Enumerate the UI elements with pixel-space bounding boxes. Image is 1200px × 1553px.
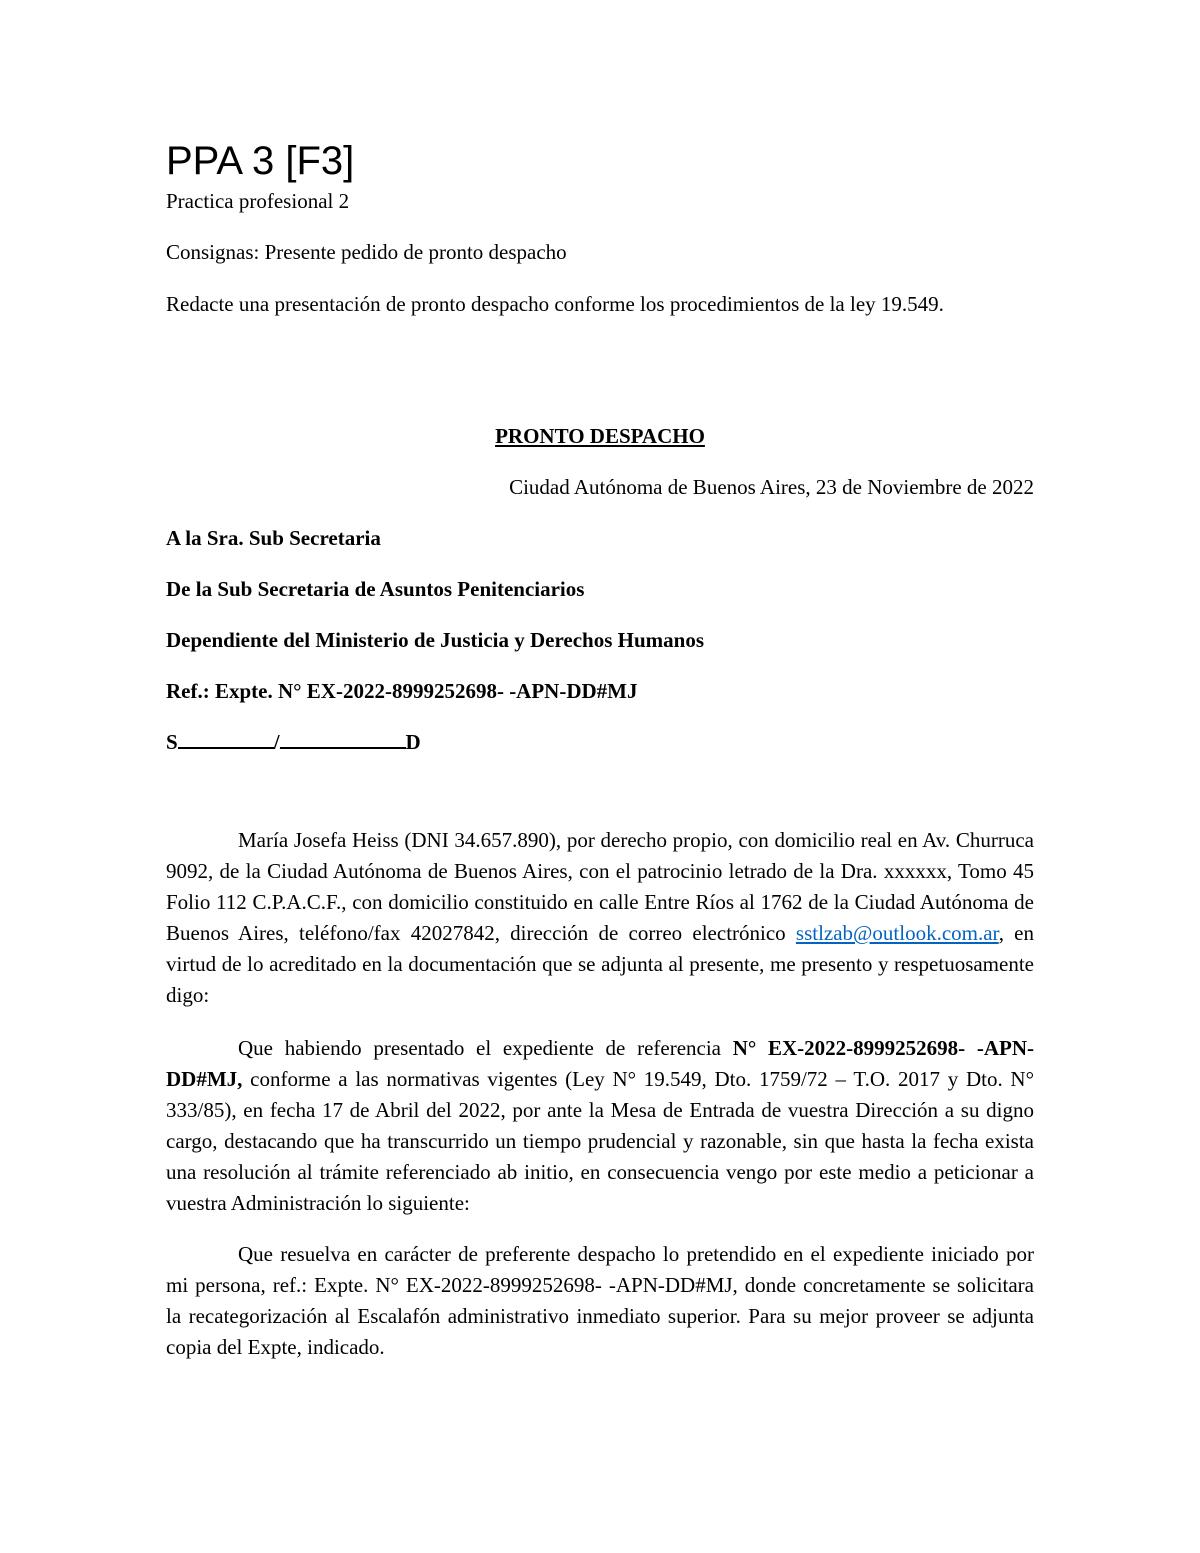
document-subtitle: Practica profesional 2 [166, 189, 350, 213]
sd-d: D [405, 730, 421, 754]
body-paragraph-2 [166, 1033, 1034, 1219]
sd-s: S [166, 730, 178, 754]
recipient-line-1: A la Sra. Sub Secretaria [166, 526, 381, 550]
para1-text-start: María Josefa Heiss (DNI 34.657.890), por derecho propio, con domicilio real en Av. Churruca 9092, de la Ciudad Autónoma de Buenos Aires, con el patrocinio letrado de la Dra. xxxxxx, Tomo 45 Folio 112 C.P.A.C.F., con domicilio constituido en calle Entre Ríos al 1762 de la Ciudad Autónoma de Buenos Aires, teléfono/fax 42027842, dirección de correo electrónico [166, 828, 1034, 945]
para2-reference: N° EX-2022-8999252698- -APN-DD#MJ, [166, 1036, 1034, 1091]
letter-heading: PRONTO DESPACHO [495, 424, 705, 448]
reference-line: Ref.: Expte. N° EX-2022-8999252698- -APN-DD#MJ [166, 679, 638, 703]
email-link[interactable]: sstlzab@outlook.com.ar [795, 921, 999, 945]
instruction-paragraph: Redacte una presentación de pronto despacho conforme los procedimientos de la ley 19.549. [166, 292, 944, 316]
body-paragraph-3: Que resuelva en carácter de preferente despacho lo pretendido en el expediente iniciado por mi persona, ref.: Expte. N° EX-2022-8999252698- -APN-DD#MJ, donde concretamente se solicitara la recategorización al Escalafón administrativo inmediato superior. Para su mejor proveer se adjunta copia del Expte, indicado. [166, 1242, 1034, 1359]
recipient-line-3: Dependiente del Ministerio de Justicia y Derechos Humanos [166, 628, 705, 652]
sd-slash: / [273, 730, 280, 754]
salutation-sd [166, 727, 1034, 758]
para1-text-end: , en virtud de lo acreditado en la documentación que se adjunta al presente, me presento y respetuosamente digo: [166, 921, 1034, 1007]
body-paragraph-1 [166, 825, 1034, 1011]
consignas-line: Consignas: Presente pedido de pronto despacho [166, 240, 567, 264]
para2-text-start: Que habiendo presentado el expediente de referencia [238, 1036, 733, 1060]
sd-blank-1 [178, 729, 274, 749]
recipient-line-2: De la Sub Secretaria de Asuntos Penitenciarios [166, 577, 585, 601]
place-date: Ciudad Autónoma de Buenos Aires, 23 de Noviembre de 2022 [509, 475, 1034, 499]
document-title: PPA 3 [F3] [166, 139, 355, 183]
sd-blank-2 [280, 729, 406, 749]
para2-text-rest: conforme a las normativas vigentes (Ley N° 19.549, Dto. 1759/72 – T.O. 2017 y Dto. N° 333/85), en fecha 17 de Abril del 2022, por ante la Mesa de Entrada de vuestra Dirección a su digno cargo, destacando que ha transcurrido un tiempo prudencial y razonable, sin que hasta la fecha exista una resolución al trámite referenciado ab initio, en consecuencia vengo por este medio a peticionar a vuestra Administración lo siguiente: [166, 1067, 1034, 1215]
